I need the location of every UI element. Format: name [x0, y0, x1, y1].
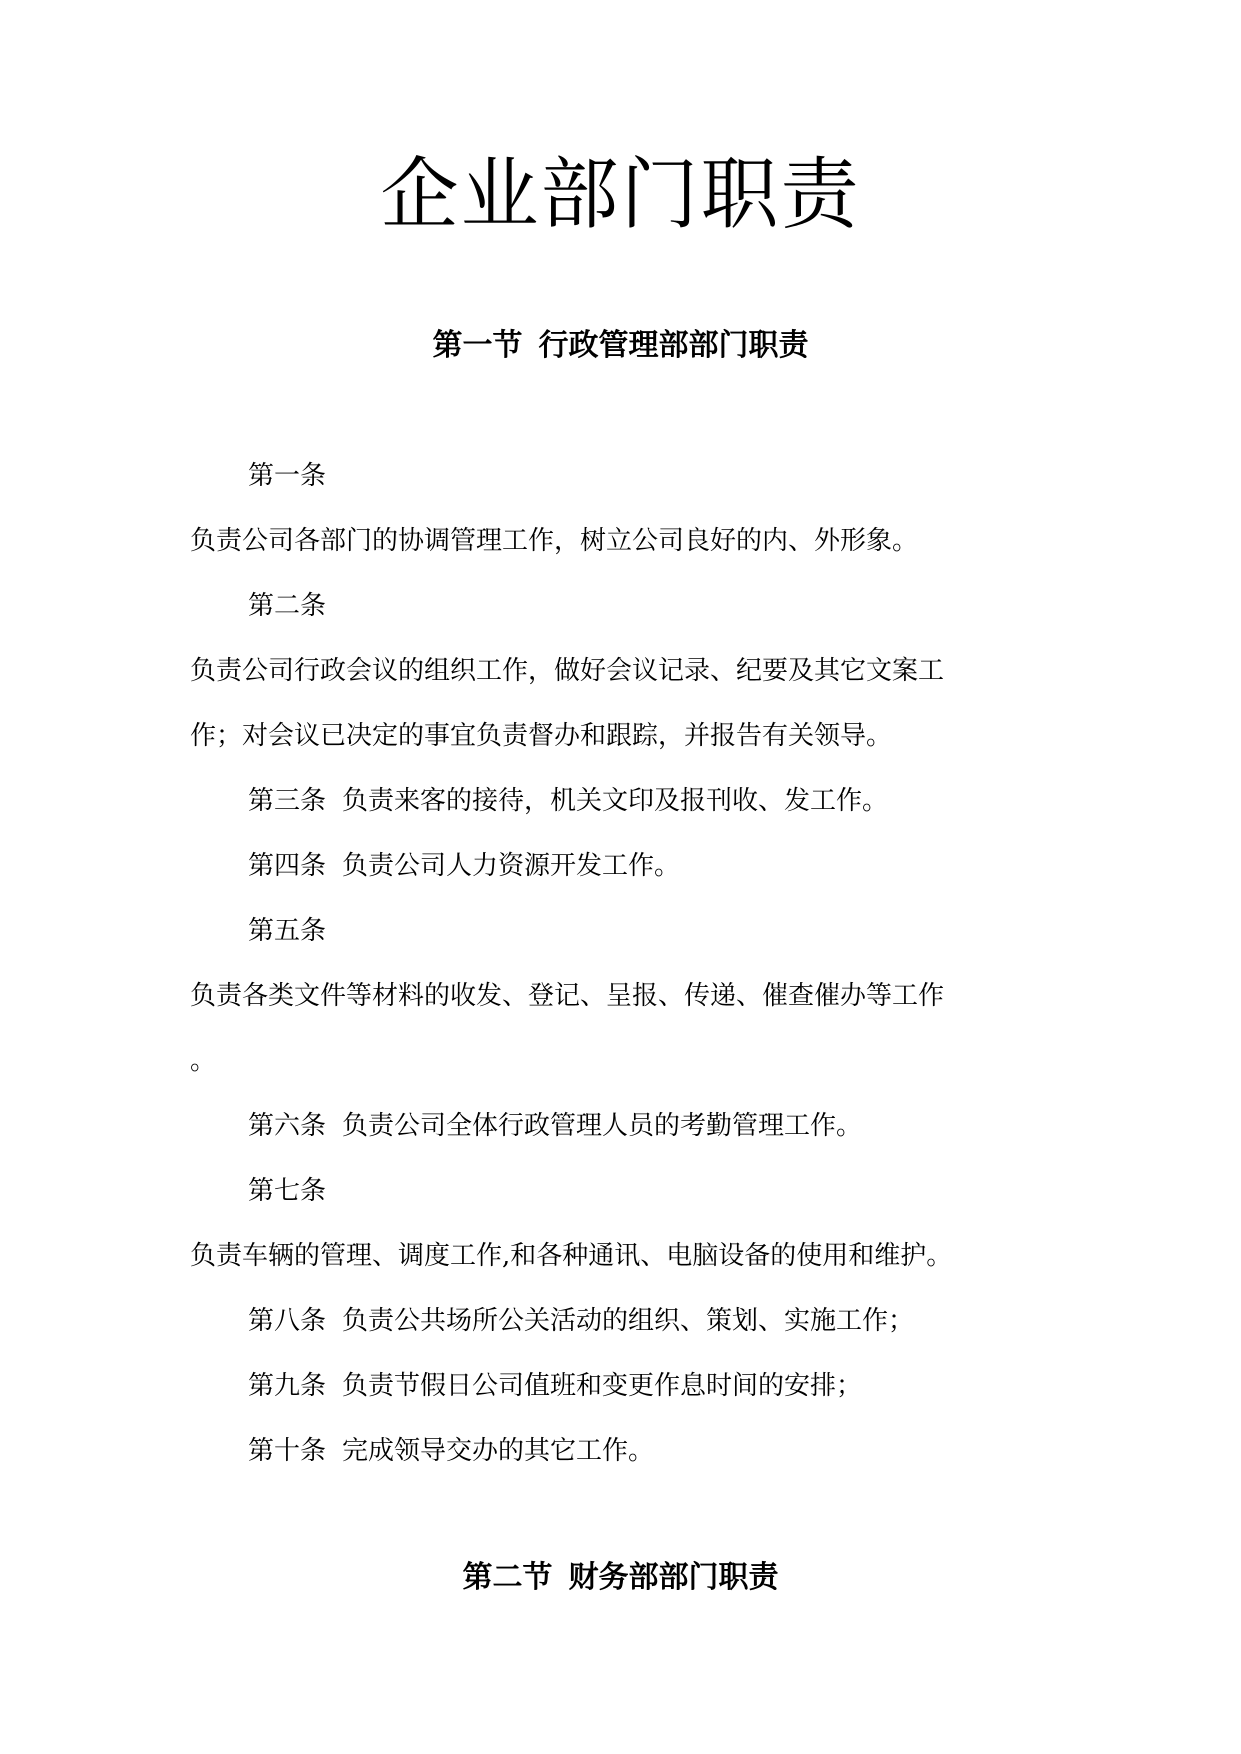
article-2-text-line1: 负责公司行政会议的组织工作，做好会议记录、纪要及其它文案工	[190, 656, 945, 686]
article-10	[248, 1433, 654, 1469]
article-1-label: 第一条	[248, 461, 327, 491]
article-7-label: 第七条	[248, 1176, 327, 1206]
article-10-label: 第十条	[248, 1436, 327, 1466]
article-5-text-line1: 负责各类文件等材料的收发、登记、呈报、传递、催查催办等工作	[190, 981, 945, 1011]
article-8-text: 负责公共场所公关活动的组织、策划、实施工作；	[342, 1306, 915, 1336]
article-1-text: 负责公司各部门的协调管理工作，树立公司良好的内、外形象。	[190, 526, 919, 556]
section-number: 第二节	[462, 1560, 553, 1595]
article-7-text: 负责车辆的管理、调度工作,和各种通讯、电脑设备的使用和维护。	[190, 1241, 953, 1271]
section-heading-2	[0, 1558, 1241, 1598]
article-2-label: 第二条	[248, 591, 327, 621]
article-4-text: 负责公司人力资源开发工作。	[342, 851, 681, 881]
article-5-label: 第五条	[248, 916, 327, 946]
article-9	[248, 1368, 862, 1404]
article-6-text: 负责公司全体行政管理人员的考勤管理工作。	[342, 1111, 863, 1141]
article-3	[248, 783, 888, 819]
article-8-label: 第八条	[248, 1306, 327, 1336]
article-4-label: 第四条	[248, 851, 327, 881]
article-2-text-line2: 作；对会议已决定的事宜负责督办和跟踪，并报告有关领导。	[190, 721, 893, 751]
section-number: 第一节	[432, 328, 523, 363]
article-6	[248, 1108, 862, 1144]
article-10-text: 完成领导交办的其它工作。	[342, 1436, 655, 1466]
article-3-label: 第三条	[248, 786, 327, 816]
article-9-text: 负责节假日公司值班和变更作息时间的安排；	[342, 1371, 863, 1401]
article-9-label: 第九条	[248, 1371, 327, 1401]
document-title: 企业部门职责	[380, 150, 861, 240]
article-5-text-line2: 。	[190, 1046, 217, 1076]
article-4	[248, 848, 680, 884]
section-title: 财务部部门职责	[568, 1560, 779, 1595]
article-6-label: 第六条	[248, 1111, 327, 1141]
article-8	[248, 1303, 914, 1339]
section-title: 行政管理部部门职责	[538, 328, 809, 363]
section-heading-1	[0, 326, 1241, 366]
article-3-text: 负责来客的接待，机关文印及报刊收、发工作。	[342, 786, 889, 816]
